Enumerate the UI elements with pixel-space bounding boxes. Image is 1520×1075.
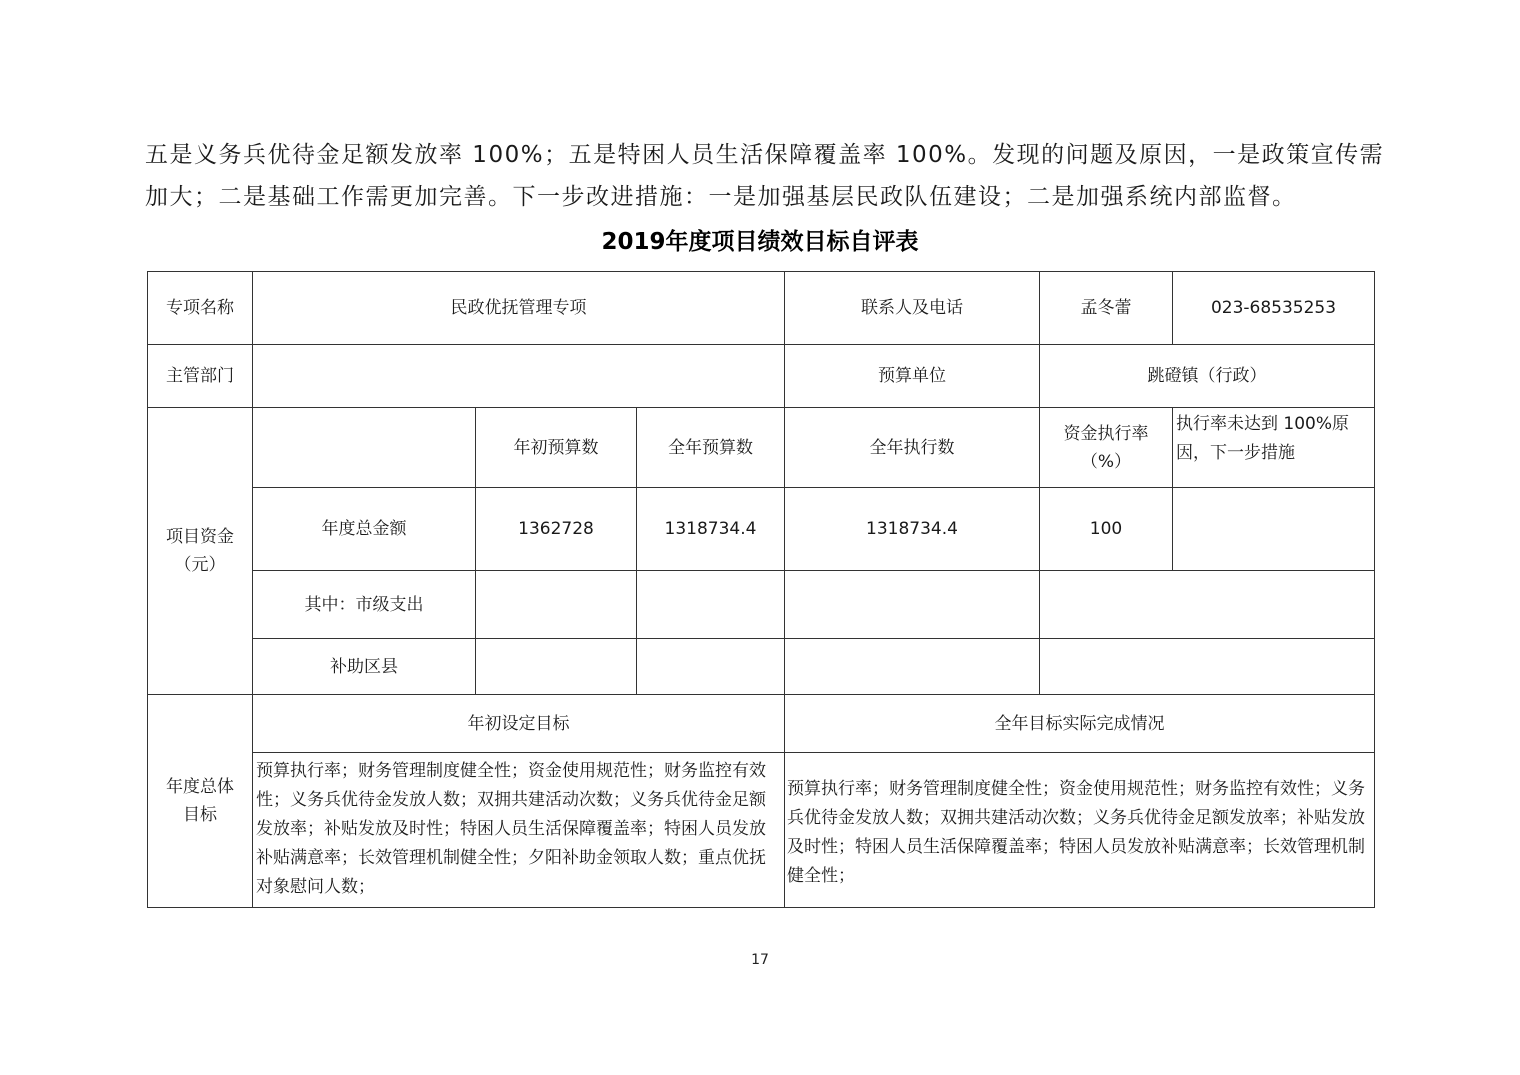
row-project-name — [148, 272, 1375, 345]
contact-phone: 023-68535253 — [1173, 272, 1375, 345]
row-goals-header — [148, 695, 1375, 753]
actual-goals-text: 预算执行率；财务管理制度健全性；资金使用规范性；财务监控有效性；义务兵优待金发放人数；双拥共建活动次数；义务兵优待金足额发放率；补贴发放及时性；特困人员生活保障覆盖率；特困人员发放补贴满意率；长效管理机制健全性； — [785, 753, 1375, 908]
row-municipal-expense — [148, 571, 1375, 639]
intro-paragraph — [145, 134, 1385, 218]
annual-total-full-year: 1318734.4 — [637, 488, 785, 571]
project-name-value: 民政优抚管理专项 — [253, 272, 785, 345]
department-label: 主管部门 — [148, 345, 253, 408]
municipal-expense-label: 其中：市级支出 — [253, 571, 476, 639]
budget-unit-value: 跳磴镇（行政） — [1040, 345, 1375, 408]
actual-goals-header: 全年目标实际完成情况 — [785, 695, 1375, 753]
table-title: 2019年度项目绩效目标自评表 — [601, 229, 919, 255]
municipal-expense-initial — [476, 571, 637, 639]
district-subsidy-full-year — [637, 639, 785, 695]
header-execution-rate — [1040, 408, 1173, 488]
funds-header-blank — [253, 408, 476, 488]
page-number: 17 — [751, 952, 769, 968]
contact-label: 联系人及电话 — [785, 272, 1040, 345]
goals-label-line-1: 年度总体 — [166, 777, 234, 797]
municipal-expense-executed — [785, 571, 1040, 639]
header-initial-budget: 年初预算数 — [476, 408, 637, 488]
header-reason: 执行率未达到 100%原因，下一步措施 — [1173, 408, 1375, 488]
funds-label-line-2: （元） — [174, 555, 226, 575]
intro-line-2: 加大；二是基础工作需更加完善。下一步改进措施：一是加强基层民政队伍建设；二是加强系统内部监督。 — [145, 184, 1297, 210]
district-subsidy-label: 补助区县 — [253, 639, 476, 695]
row-goals-content — [148, 753, 1375, 908]
performance-table — [147, 271, 1375, 908]
row-department — [148, 345, 1375, 408]
project-name-label: 专项名称 — [148, 272, 253, 345]
row-funds-header — [148, 408, 1375, 488]
annual-total-label: 年度总金额 — [253, 488, 476, 571]
annual-total-initial: 1362728 — [476, 488, 637, 571]
annual-total-executed: 1318734.4 — [785, 488, 1040, 571]
district-subsidy-executed — [785, 639, 1040, 695]
planned-goals-header: 年初设定目标 — [253, 695, 785, 753]
goals-label — [148, 695, 253, 908]
district-subsidy-initial — [476, 639, 637, 695]
header-executed: 全年执行数 — [785, 408, 1040, 488]
header-rate-line-2: （%） — [1080, 451, 1132, 472]
budget-unit-label: 预算单位 — [785, 345, 1040, 408]
goals-label-line-2: 目标 — [183, 805, 217, 825]
municipal-expense-full-year — [637, 571, 785, 639]
contact-name: 孟冬蕾 — [1040, 272, 1173, 345]
header-rate-line-1: 资金执行率 — [1063, 423, 1149, 444]
funds-label-line-1: 项目资金 — [166, 527, 234, 547]
municipal-expense-rate — [1040, 571, 1375, 639]
department-value — [253, 345, 785, 408]
funds-label — [148, 408, 253, 695]
annual-total-rate: 100 — [1040, 488, 1173, 571]
annual-total-reason — [1173, 488, 1375, 571]
planned-goals-text: 预算执行率；财务管理制度健全性；资金使用规范性；财务监控有效性；义务兵优待金发放人数；双拥共建活动次数；义务兵优待金足额发放率；补贴发放及时性；特困人员生活保障覆盖率；特困人员发放补贴满意率；长效管理机制健全性；夕阳补助金领取人数；重点优抚对象慰问人数； — [253, 753, 785, 908]
row-district-subsidy — [148, 639, 1375, 695]
header-full-year-budget: 全年预算数 — [637, 408, 785, 488]
district-subsidy-rate — [1040, 639, 1375, 695]
row-annual-total — [148, 488, 1375, 571]
intro-line-1: 五是义务兵优待金足额发放率 100%；五是特困人员生活保障覆盖率 100%。发现的问题及原因，一是政策宣传需 — [145, 142, 1385, 168]
